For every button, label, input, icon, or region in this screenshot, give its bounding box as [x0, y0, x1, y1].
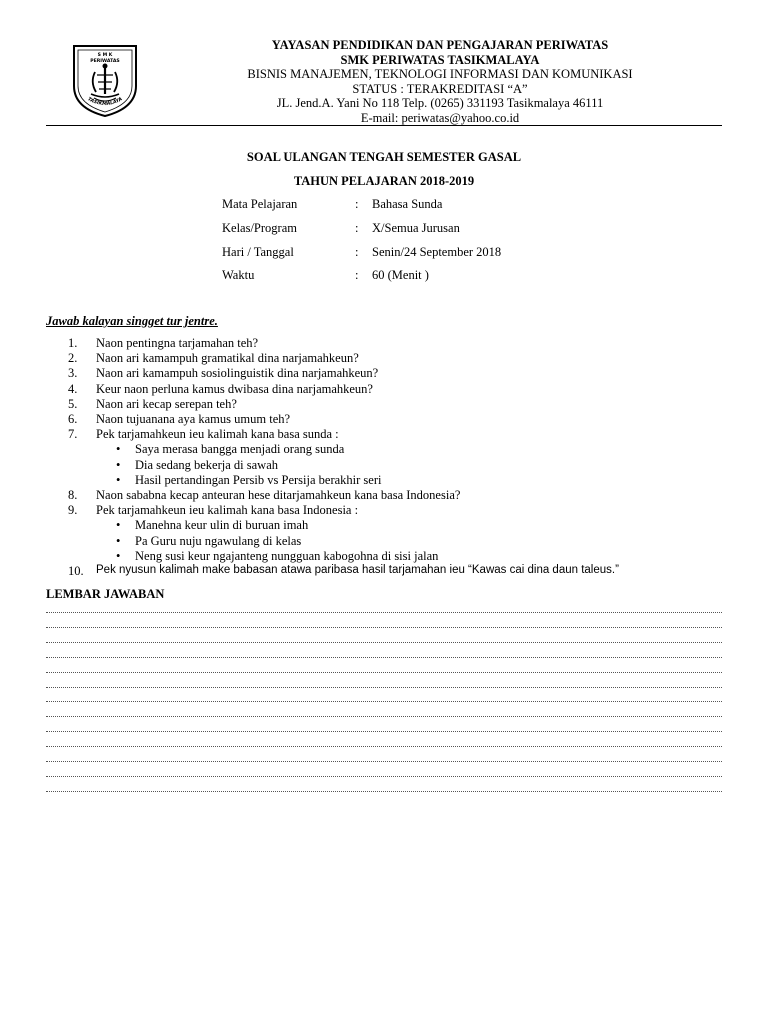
accreditation-status: STATUS : TERAKREDITASI “A” — [352, 81, 528, 96]
sentence-text: Pa Guru nuju ngawulang di kelas — [135, 533, 302, 548]
answer-line — [46, 791, 722, 793]
question-text: Naon ari kamampuh sosiolinguistik dina narjamahkeun? — [96, 366, 379, 381]
question-text: Keur naon perluna kamus dwibasa dina narjamahkeun? — [96, 381, 373, 396]
answer-line — [46, 746, 722, 748]
foundation-name: YAYASAN PENDIDIKAN DAN PENGAJARAN PERIWATAS — [271, 38, 609, 52]
info-colon: : — [355, 221, 359, 235]
question-text: Naon sababna kecap anteuran hese ditarjamahkeun kana basa Indonesia? — [96, 488, 461, 502]
question-number: 7. — [68, 427, 78, 442]
info-row — [0, 245, 768, 263]
answer-line — [46, 716, 722, 718]
exam-title: SOAL ULANGAN TENGAH SEMESTER GASAL — [246, 150, 522, 164]
bullet-icon: • — [116, 548, 121, 563]
header-divider — [46, 125, 722, 126]
info-colon: : — [355, 245, 359, 259]
answer-line — [46, 701, 722, 703]
info-value: 60 (Menit ) — [372, 268, 429, 282]
question-number: 3. — [68, 366, 78, 381]
question-number: 8. — [68, 488, 78, 502]
svg-text:TASIKMALAYA: TASIKMALAYA — [86, 97, 124, 108]
question-text: Pek tarjamahkeun ieu kalimah kana basa Indonesia : — [96, 503, 359, 518]
question-number: 6. — [68, 412, 78, 426]
answer-line — [46, 657, 722, 659]
academic-year: TAHUN PELAJARAN 2018-2019 — [293, 174, 475, 188]
school-email: E-mail: periwatas@yahoo.co.id — [360, 110, 520, 125]
question-text: Pek nyusun kalimah make babasan atawa paribasa hasil tarjamahan ieu “Kawas cai dina daun taleus.” — [96, 564, 619, 576]
answer-line — [46, 672, 722, 674]
bullet-icon: • — [116, 457, 121, 472]
info-row — [0, 221, 768, 239]
question-text: Naon ari kecap serepan teh? — [96, 396, 237, 411]
instruction-text: Jawab kalayan singget tur jentre. — [46, 314, 218, 328]
sentence-text: Dia sedang bekerja di sawah — [135, 457, 278, 472]
answer-line — [46, 761, 722, 763]
sentence-text: Neng susi keur ngajanteng nungguan kabogohna di sisi jalan — [135, 548, 439, 563]
answer-line — [46, 627, 722, 629]
svg-text:PERIWATAS: PERIWATAS — [90, 59, 120, 64]
question-number: 9. — [68, 503, 78, 518]
info-colon: : — [355, 268, 359, 282]
question-number: 1. — [68, 336, 78, 350]
bullet-icon: • — [116, 472, 121, 487]
question-number: 2. — [68, 351, 78, 366]
sentence-text: Hasil pertandingan Persib vs Persija berakhir seri — [135, 472, 382, 487]
info-label: Hari / Tanggal — [222, 245, 294, 259]
answer-line — [46, 642, 722, 644]
bullet-icon: • — [116, 533, 121, 548]
info-label: Kelas/Program — [222, 221, 297, 235]
info-row — [0, 268, 768, 286]
sentence-text: Manehna keur ulin di buruan imah — [135, 518, 309, 533]
school-name: SMK PERIWATAS TASIKMALAYA — [340, 52, 540, 67]
answer-line — [46, 731, 722, 733]
info-label: Mata Pelajaran — [222, 197, 298, 211]
sentence-text: Saya merasa bangga menjadi orang sunda — [135, 442, 345, 457]
answer-line — [46, 776, 722, 778]
bullet-icon: • — [116, 518, 121, 533]
school-logo — [66, 42, 144, 118]
question-text: Naon pentingna tarjamahan teh? — [96, 336, 259, 350]
info-colon: : — [355, 197, 359, 211]
info-value: X/Semua Jurusan — [372, 221, 460, 235]
bullet-icon: • — [116, 442, 121, 457]
school-programs: BISNIS MANAJEMEN, TEKNOLOGI INFORMASI DAN KOMUNIKASI — [247, 67, 633, 82]
question-text: Naon ari kamampuh gramatikal dina narjamahkeun? — [96, 351, 359, 366]
question-text: Naon tujuanana aya kamus umum teh? — [96, 412, 291, 426]
info-value: Senin/24 September 2018 — [372, 245, 502, 259]
svg-text:S M K: S M K — [97, 53, 113, 58]
question-number: 10. — [68, 564, 84, 578]
answer-sheet-title: LEMBAR JAWABAN — [46, 587, 165, 601]
answer-line — [46, 687, 722, 689]
letterhead — [160, 38, 720, 126]
info-value: Bahasa Sunda — [372, 197, 443, 211]
school-address: JL. Jend.A. Yani No 118 Telp. (0265) 331193 Tasikmalaya 46111 — [276, 96, 604, 111]
info-row — [0, 197, 768, 215]
info-label: Waktu — [222, 268, 255, 282]
question-number: 4. — [68, 381, 78, 396]
question-text: Pek tarjamahkeun ieu kalimah kana basa sunda : — [96, 427, 339, 442]
answer-line — [46, 612, 722, 614]
question-number: 5. — [68, 396, 78, 411]
